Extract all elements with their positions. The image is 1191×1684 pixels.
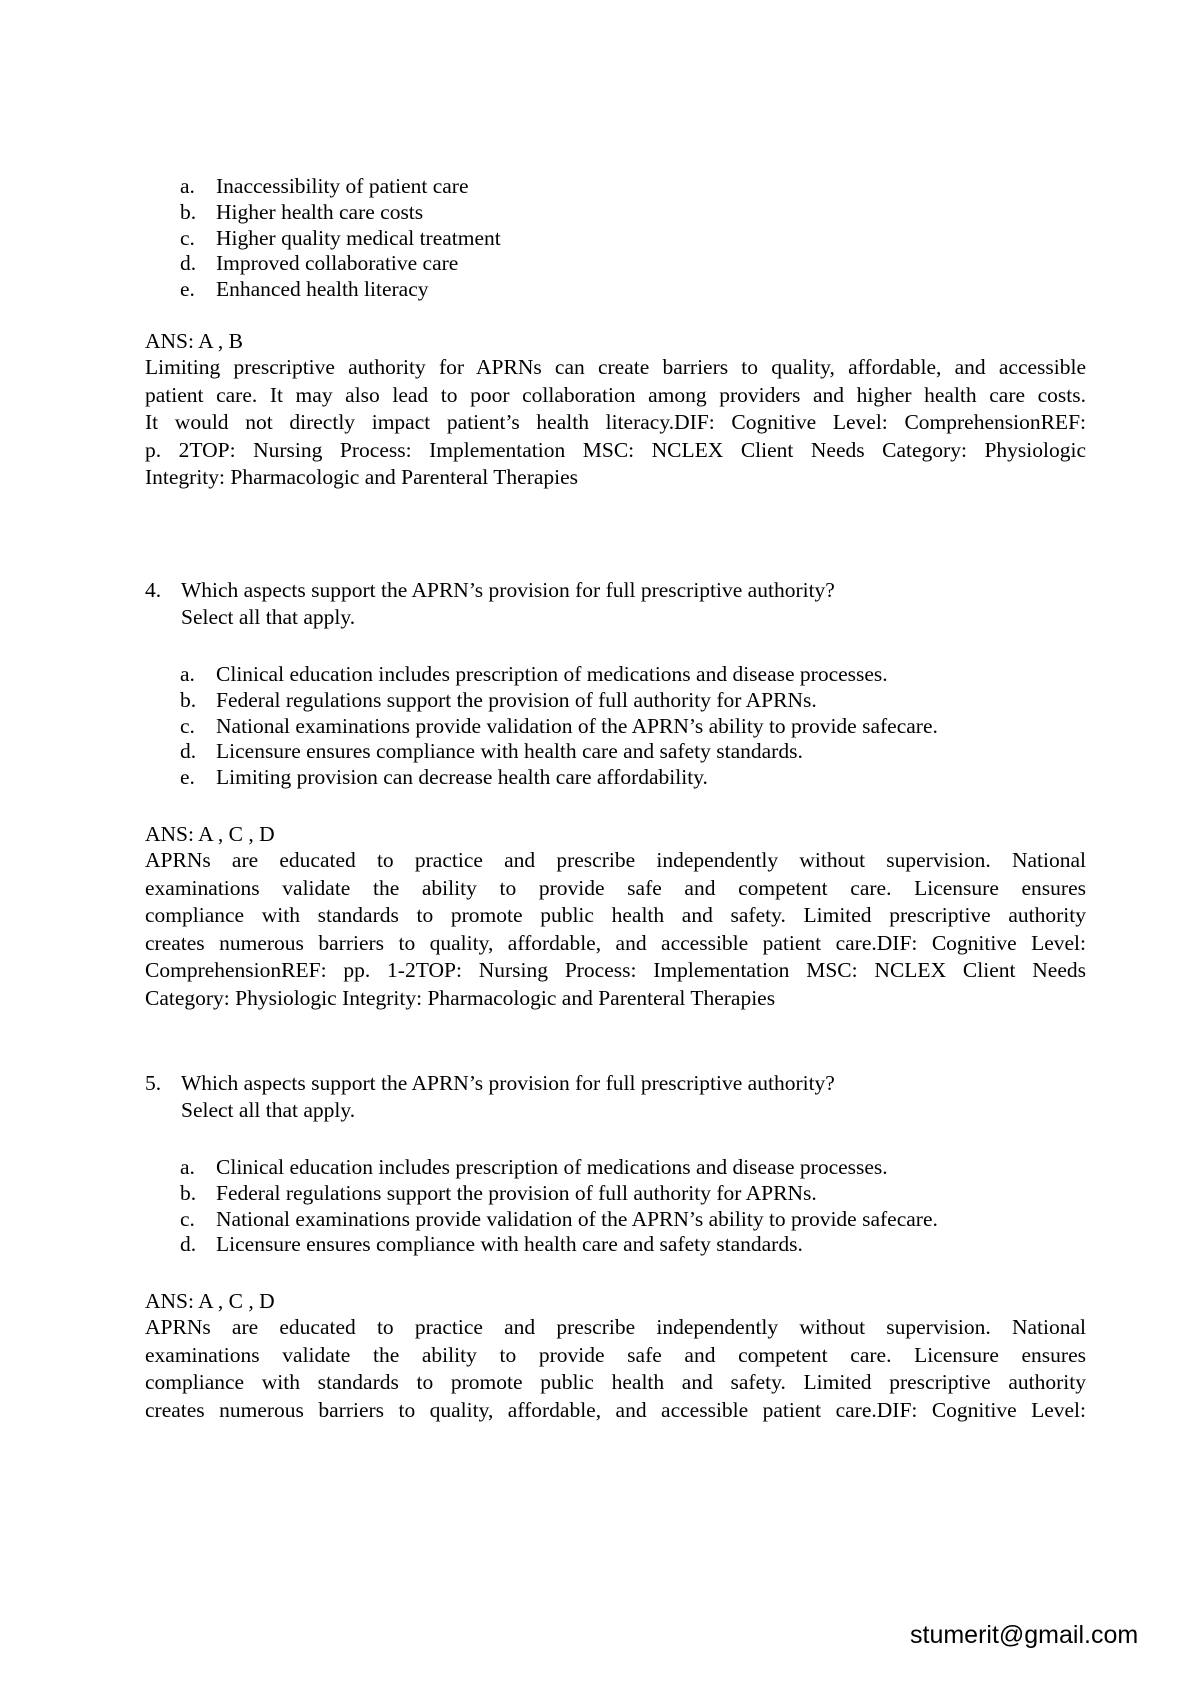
- option-letter: c.: [180, 225, 195, 250]
- q5-option-d: [0, 1232, 1191, 1258]
- question-instruction: Select all that apply.: [181, 1098, 356, 1122]
- question-instruction: Select all that apply.: [181, 605, 356, 629]
- q5-option-a: [0, 1155, 1191, 1181]
- option-text: Clinical education includes prescription of medications and disease processes.: [216, 662, 888, 686]
- q3-option-c: [0, 226, 1191, 252]
- q5-rationale: [145, 1315, 1086, 1425]
- option-letter: a.: [180, 174, 195, 198]
- rationale-line: creates numerous barriers to quality, affordable, and accessible patient care.DIF: Cognitive Level:: [145, 930, 1086, 955]
- option-text: Licensure ensures compliance with health care and safety standards.: [216, 1232, 803, 1257]
- option-letter: d.: [180, 251, 197, 276]
- option-text: Inaccessibility of patient care: [216, 174, 469, 198]
- rationale-line: patient care. It may also lead to poor collaboration among providers and higher health care costs.: [145, 382, 1086, 407]
- rationale-line: Integrity: Pharmacologic and Parenteral Therapies: [145, 465, 579, 489]
- option-text: Higher quality medical treatment: [216, 225, 501, 250]
- question-number: 4.: [145, 578, 162, 602]
- option-text: Clinical education includes prescription of medications and disease processes.: [216, 1155, 888, 1179]
- q3-rationale: [145, 355, 1086, 493]
- option-letter: a.: [180, 662, 195, 686]
- q4-options-list: [0, 662, 1191, 791]
- option-text: Licensure ensures compliance with health care and safety standards.: [216, 739, 803, 764]
- option-text: Higher health care costs: [216, 199, 424, 224]
- option-letter: e.: [180, 277, 195, 302]
- rationale-line: Limiting prescriptive authority for APRNs can create barriers to quality, affordable, and accessible: [145, 355, 1086, 379]
- q5-option-b: [0, 1181, 1191, 1207]
- footer-email: stumerit@gmail.com: [910, 1621, 1139, 1649]
- rationale-line: Category: Physiologic Integrity: Pharmacologic and Parenteral Therapies: [145, 985, 776, 1010]
- question-stem: Which aspects support the APRN’s provision for full prescriptive authority?: [181, 1071, 835, 1095]
- option-letter: d.: [180, 739, 197, 764]
- q5-answer: ANS: A , C , D: [145, 1289, 275, 1313]
- option-letter: b.: [180, 1180, 197, 1205]
- option-letter: a.: [180, 1155, 195, 1179]
- rationale-line: compliance with standards to promote public health and safety. Limited prescriptive authority: [145, 1370, 1086, 1394]
- question-number: 5.: [145, 1071, 162, 1095]
- rationale-line: examinations validate the ability to provide safe and competent care. Licensure ensures: [145, 875, 1086, 900]
- question-stem: Which aspects support the APRN’s provision for full prescriptive authority?: [181, 578, 835, 602]
- option-letter: b.: [180, 687, 197, 712]
- q4-option-a: [0, 662, 1191, 688]
- option-text: National examinations provide validation of the APRN’s ability to provide safecare.: [216, 713, 938, 738]
- rationale-line: APRNs are educated to practice and prescribe independently without supervision. National: [145, 1315, 1086, 1339]
- q4-answer: ANS: A , C , D: [145, 822, 275, 846]
- q5-option-c: [0, 1207, 1191, 1233]
- rationale-line: It would not directly impact patient’s health literacy.DIF: Cognitive Level: ComprehensionREF:: [145, 410, 1086, 434]
- option-text: Enhanced health literacy: [216, 277, 429, 302]
- option-letter: d.: [180, 1232, 197, 1257]
- rationale-line: ComprehensionREF: pp. 1-2TOP: Nursing Process: Implementation MSC: NCLEX Client Needs: [145, 958, 1086, 982]
- rationale-line: creates numerous barriers to quality, affordable, and accessible patient care.DIF: Cognitive Level:: [145, 1397, 1086, 1422]
- option-text: National examinations provide validation of the APRN’s ability to provide safecare.: [216, 1206, 938, 1231]
- q4-option-e: [0, 765, 1191, 791]
- q5-options-list: [0, 1155, 1191, 1258]
- q4-option-b: [0, 688, 1191, 714]
- rationale-line: examinations validate the ability to provide safe and competent care. Licensure ensures: [145, 1342, 1086, 1367]
- option-letter: b.: [180, 199, 197, 224]
- q3-answer: ANS: A , B: [145, 329, 243, 353]
- rationale-line: APRNs are educated to practice and prescribe independently without supervision. National: [145, 848, 1086, 872]
- q3-option-a: [0, 174, 1191, 200]
- option-text: Limiting provision can decrease health care affordability.: [216, 765, 708, 790]
- option-text: Federal regulations support the provision of full authority for APRNs.: [216, 1180, 817, 1205]
- q4-rationale: [145, 848, 1086, 1013]
- option-text: Federal regulations support the provision of full authority for APRNs.: [216, 687, 817, 712]
- rationale-line: compliance with standards to promote public health and safety. Limited prescriptive authority: [145, 903, 1086, 927]
- option-text: Improved collaborative care: [216, 251, 459, 276]
- rationale-line: p. 2TOP: Nursing Process: Implementation MSC: NCLEX Client Needs Category: Physiologic: [145, 437, 1086, 462]
- option-letter: c.: [180, 713, 195, 738]
- q3-option-d: [0, 251, 1191, 277]
- q3-options-list: [0, 174, 1191, 303]
- q4-option-c: [0, 714, 1191, 740]
- option-letter: e.: [180, 765, 195, 790]
- q4-option-d: [0, 739, 1191, 765]
- option-letter: c.: [180, 1206, 195, 1231]
- q3-option-b: [0, 200, 1191, 226]
- q3-option-e: [0, 277, 1191, 303]
